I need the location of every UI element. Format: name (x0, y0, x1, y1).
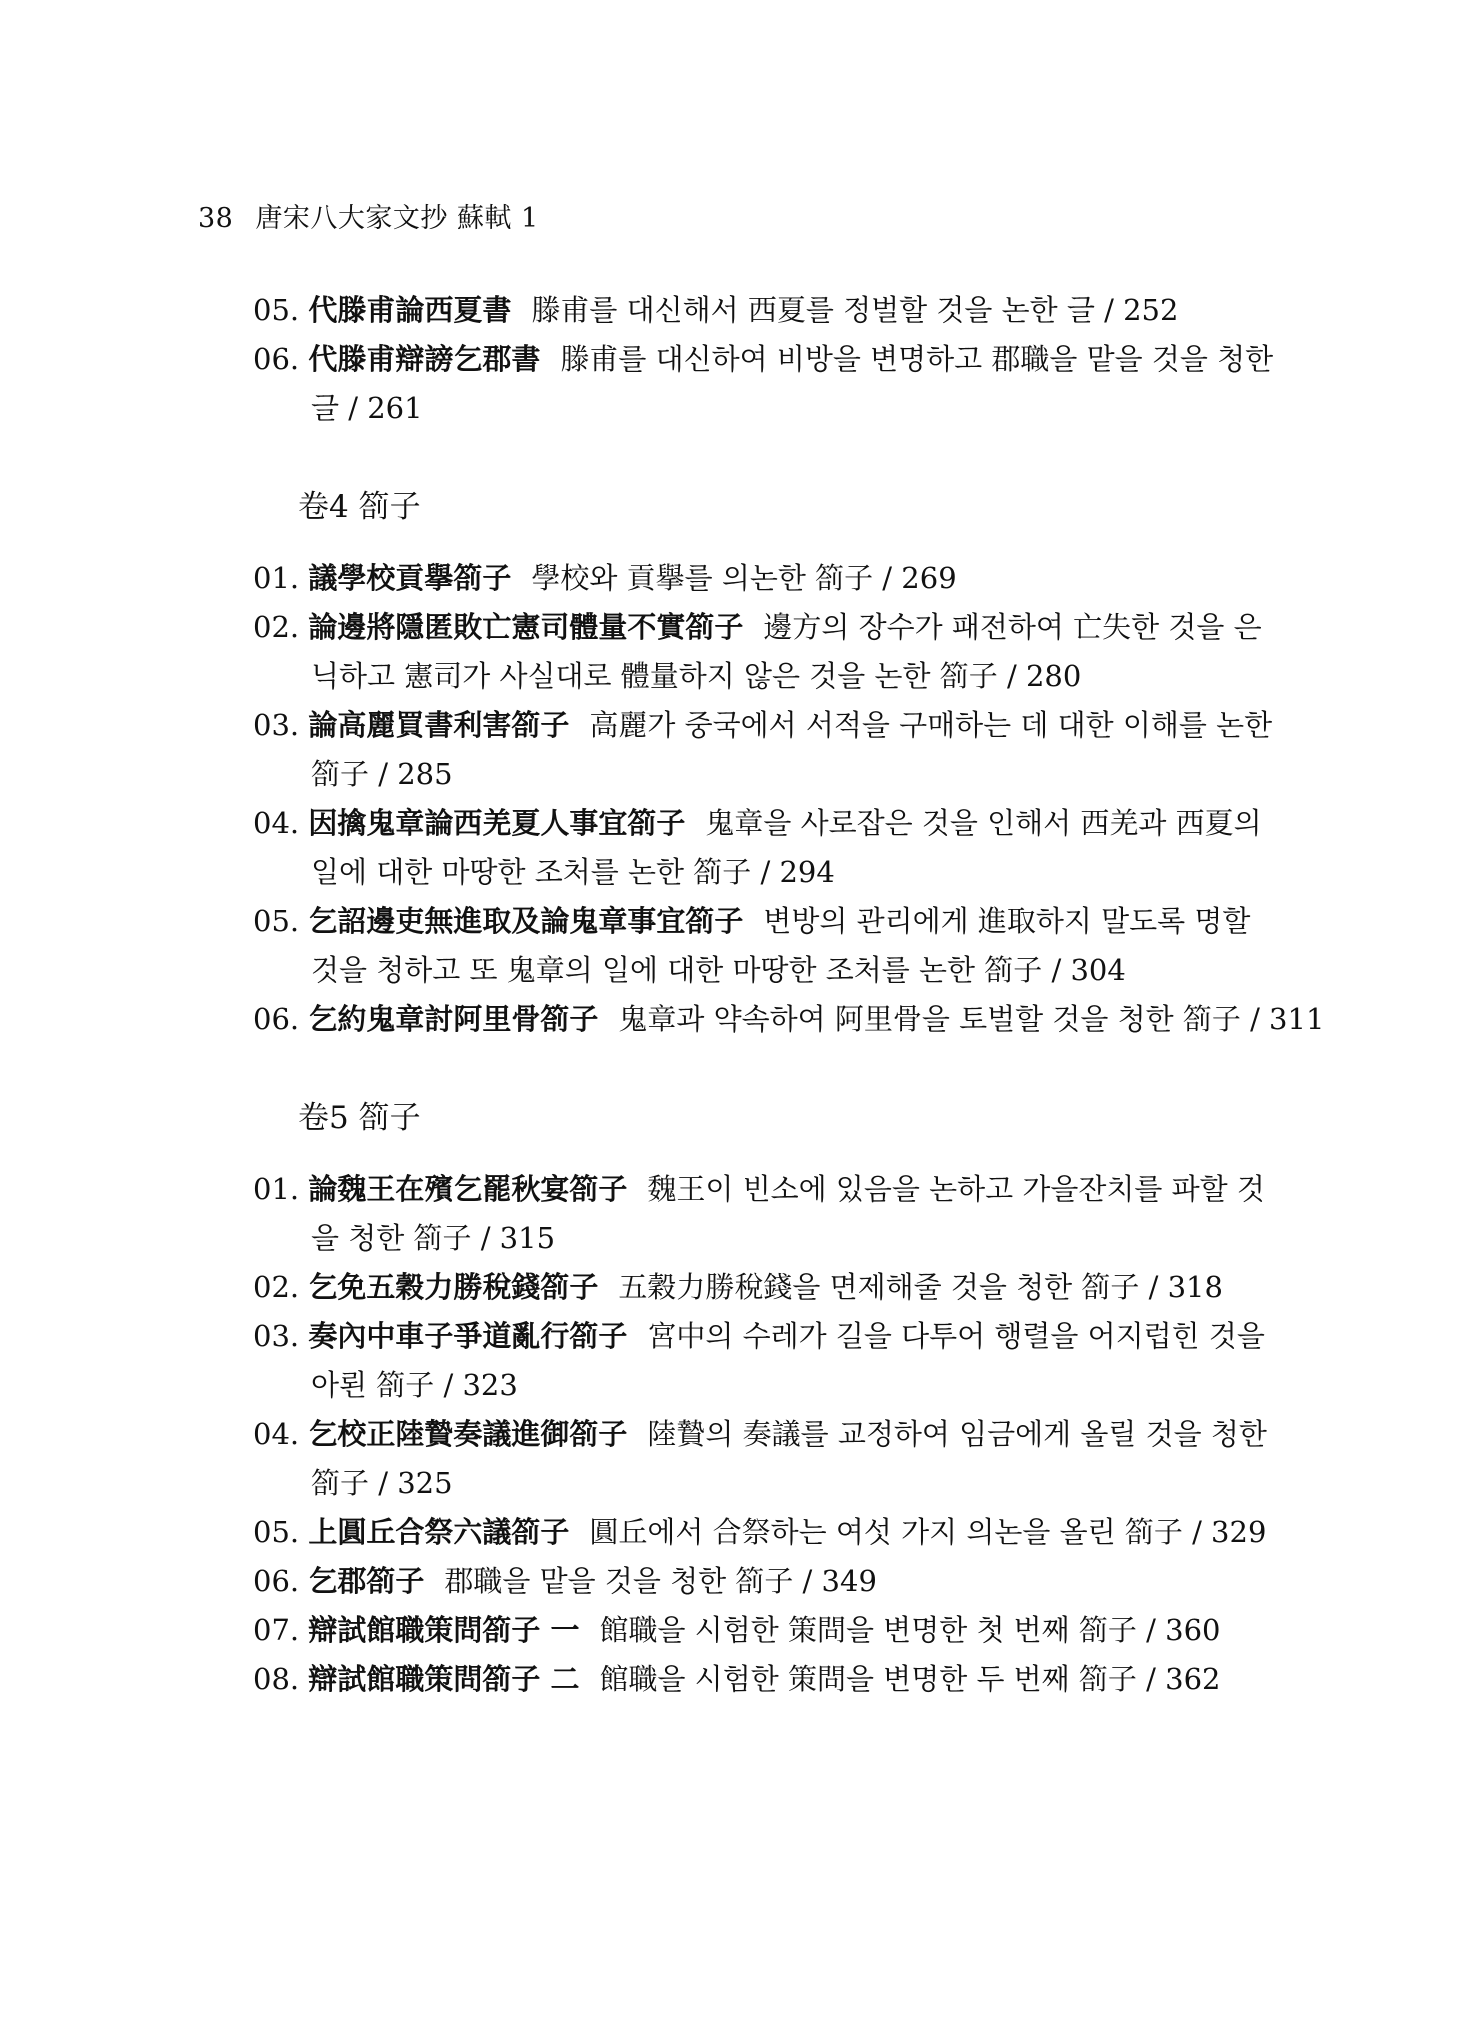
page-number: 38 (198, 203, 234, 234)
entry-number: 07. (253, 1613, 300, 1647)
entry-number: 01. (253, 561, 300, 595)
entry-description: 鬼章과 약속하여 阿里骨을 토벌할 것을 청한 箚子 / 311 (618, 1002, 1325, 1036)
entry-description-continued: 닉하고 憲司가 사실대로 體量하지 않은 것을 논한 箚子 / 280 (311, 659, 1082, 693)
entry-number: 03. (253, 708, 300, 742)
toc-entry (253, 1508, 1267, 1557)
entry-description: 高麗가 중국에서 서적을 구매하는 데 대한 이해를 논한 (589, 708, 1273, 742)
section-title-4: 卷4 箚子 (298, 489, 421, 525)
entry-title: 辯試館職策問箚子 二 (308, 1662, 580, 1696)
entry-description: 변방의 관리에게 進取하지 말도록 명할 (763, 904, 1251, 938)
entry-description-continued: 을 청한 箚子 / 315 (311, 1221, 556, 1255)
section-title-5: 卷5 箚子 (298, 1100, 421, 1136)
entry-description: 滕甫를 대신해서 西夏를 정벌할 것을 논한 글 / 252 (531, 293, 1179, 327)
entry-description-continued: 글 / 261 (311, 391, 423, 425)
book-title: 唐宋八大家文抄 蘇軾 1 (255, 203, 539, 234)
toc-entry (253, 554, 1243, 603)
toc-content (253, 286, 1325, 1704)
entry-title: 乞免五穀力勝稅錢箚子 (308, 1270, 599, 1304)
entry-title: 乞約鬼章討阿里骨箚子 (308, 1002, 599, 1036)
toc-entry (253, 1557, 1243, 1606)
entry-description-continued: 箚子 / 325 (311, 1466, 453, 1500)
entry-number: 05. (253, 293, 300, 327)
entry-description-continued: 아뢴 箚子 / 323 (311, 1368, 518, 1402)
toc-entry (253, 1655, 1243, 1704)
entry-title: 因擒鬼章論西羌夏人事宜箚子 (308, 806, 686, 840)
entry-description: 圓丘에서 合祭하는 여섯 가지 의논을 올린 箚子 / 329 (589, 1515, 1267, 1549)
entry-number: 01. (253, 1172, 300, 1206)
toc-entry (253, 1165, 1265, 1263)
entry-number: 05. (253, 904, 300, 938)
entry-description: 館職을 시험한 策問을 변명한 두 번째 箚子 / 362 (599, 1662, 1221, 1696)
entry-description: 滕甫를 대신하여 비방을 변명하고 郡職을 맡을 것을 청한 (560, 342, 1274, 376)
entry-description: 陸贄의 奏議를 교정하여 임금에게 올릴 것을 청한 (647, 1417, 1267, 1451)
entry-title: 代滕甫論西夏書 (308, 293, 512, 327)
toc-entry (253, 897, 1251, 995)
entry-number: 05. (253, 1515, 300, 1549)
entry-description: 宮中의 수레가 길을 다투어 행렬을 어지럽힌 것을 (647, 1319, 1265, 1353)
entry-number: 06. (253, 342, 300, 376)
entry-title: 論魏王在殯乞罷秋宴箚子 (308, 1172, 628, 1206)
entry-number: 06. (253, 1002, 300, 1036)
entry-title: 乞詔邊吏無進取及論鬼章事宜箚子 (308, 904, 744, 938)
entry-title: 奏內中車子爭道亂行箚子 (308, 1319, 628, 1353)
entry-description-continued: 箚子 / 285 (311, 757, 453, 791)
entry-number: 08. (253, 1662, 300, 1696)
entry-description-continued: 일에 대한 마땅한 조처를 논한 箚子 / 294 (311, 855, 835, 889)
entry-description: 五穀力勝稅錢을 면제해줄 것을 청한 箚子 / 318 (618, 1270, 1223, 1304)
toc-entry (253, 1312, 1265, 1410)
entry-number: 03. (253, 1319, 300, 1353)
entry-description: 鬼章을 사로잡은 것을 인해서 西羌과 西夏의 (705, 806, 1262, 840)
entry-description: 館職을 시험한 策問을 변명한 첫 번째 箚子 / 360 (599, 1613, 1221, 1647)
entry-title: 乞郡箚子 (308, 1564, 425, 1598)
entry-description: 郡職을 맡을 것을 청한 箚子 / 349 (444, 1564, 877, 1598)
entry-title: 論邊將隱匿敗亡憲司體量不實箚子 (308, 610, 744, 644)
toc-entry (253, 1263, 1243, 1312)
toc-entry (253, 1606, 1243, 1655)
entry-description: 學校와 貢擧를 의논한 箚子 / 269 (531, 561, 957, 595)
entry-number: 06. (253, 1564, 300, 1598)
entry-description-continued: 것을 청하고 또 鬼章의 일에 대한 마땅한 조처를 논한 箚子 / 304 (311, 953, 1126, 987)
entry-description: 魏王이 빈소에 있음을 논하고 가을잔치를 파할 것 (647, 1172, 1265, 1206)
entry-number: 04. (253, 806, 300, 840)
toc-entry (253, 286, 1243, 335)
entry-title: 乞校正陸贄奏議進御箚子 (308, 1417, 628, 1451)
toc-entry (253, 335, 1274, 433)
entry-number: 02. (253, 1270, 300, 1304)
entry-title: 議學校貢擧箚子 (308, 561, 512, 595)
toc-entry (253, 799, 1262, 897)
toc-entry (253, 995, 1325, 1044)
entry-title: 代滕甫辯謗乞郡書 (308, 342, 541, 376)
toc-entry (253, 603, 1262, 701)
entry-title: 論高麗買書利害箚子 (308, 708, 570, 742)
toc-entry (253, 1410, 1267, 1508)
page-header (198, 196, 539, 235)
entry-description: 邊方의 장수가 패전하여 亡失한 것을 은 (763, 610, 1262, 644)
toc-entry (253, 701, 1273, 799)
entry-title: 上圓丘合祭六議箚子 (308, 1515, 570, 1549)
entry-number: 02. (253, 610, 300, 644)
entry-number: 04. (253, 1417, 300, 1451)
entry-title: 辯試館職策問箚子 一 (308, 1613, 580, 1647)
